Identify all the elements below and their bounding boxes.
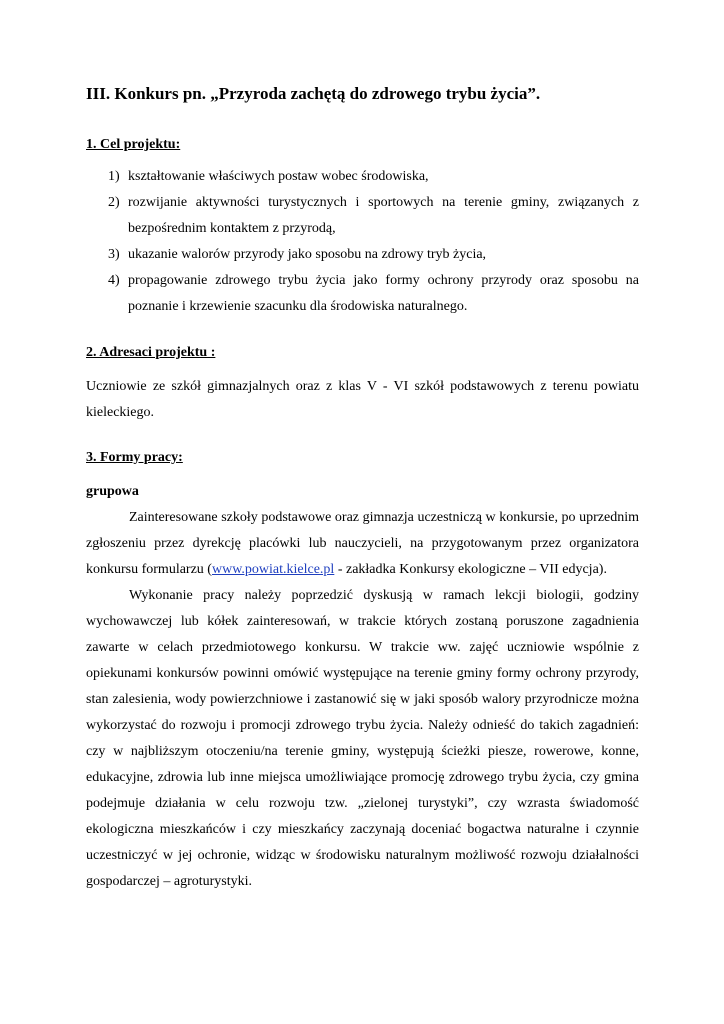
subheading-group: grupowa — [86, 484, 139, 499]
recipients-paragraph: Uczniowie ze szkół gimnazjalnych oraz z klas V - VI szkół podstawowych z terenu powiatu kieleckiego. — [86, 379, 639, 420]
section-heading-goals: 1. Cel projektu: — [86, 137, 181, 152]
powiat-website-link[interactable]: www.powiat.kielce.pl — [211, 562, 335, 577]
list-item — [86, 190, 639, 242]
work-forms-paragraph-2: Wykonanie pracy należy poprzedzić dyskusją w ramach lekcji biologii, godziny wychowawczej lub kółek zainteresowań, w trakcie których zostaną poruszone zagadnienia zawarte w celach przedmiotowego konkursu. W trakcie ww. zajęć uczniowie wspólnie z opiekunami konkursów powinni omówić występujące na terenie gminy formy ochrony przyrody, stan zalesienia, wody powierzchniowe i zastanowić się w jaki sposób walory przyrodnicze można wykorzystać do rozwoju i promocji zdrowego trybu życia. Należy odnieść do takich zagadnień: czy w najbliższym otoczeniu/na terenie gminy, występują ścieżki piesze, rowerowe, konne, edukacyjne, zdrowia lub inne miejsca umożliwiające promocję zdrowego trybu życia, czy gmina podejmuje działania w celu rozwoju tzw. „zielonej turystyki”, czy wzrasta świadomość ekologiczna mieszkańców i czy mieszkańcy zaczynają doceniać bogactwa naturalne i czynnie uczestniczyć w jej ochronie, widząc w środowisku naturalnym możliwość rozwoju działalności gospodarczej – agroturystyki. — [86, 588, 639, 889]
list-item — [86, 242, 639, 268]
work-forms-paragraph-1 — [86, 505, 639, 583]
list-item-number: 4) — [108, 273, 120, 288]
list-item-text: kształtowanie właściwych postaw wobec środowiska, — [128, 169, 429, 184]
list-item-text: rozwijanie aktywności turystycznych i sportowych na terenie gminy, związanych z bezpośrednim kontaktem z przyrodą, — [128, 195, 639, 236]
list-item-number: 3) — [108, 247, 120, 262]
document-title: III. Konkurs pn. „Przyroda zachętą do zdrowego trybu życia”. — [86, 84, 541, 103]
list-item-text: ukazanie walorów przyrody jako sposobu na zdrowy tryb życia, — [128, 247, 487, 262]
goals-list — [86, 164, 639, 320]
section-heading-work-forms: 3. Formy pracy: — [86, 450, 183, 465]
list-item-number: 2) — [108, 195, 120, 210]
paragraph-text: - zakładka Konkursy ekologiczne – VII edycja). — [334, 562, 607, 577]
list-item-number: 1) — [108, 169, 120, 184]
section-heading-recipients: 2. Adresaci projektu : — [86, 345, 216, 360]
list-item — [86, 268, 639, 320]
paragraph-text: Zainteresowane szkoły podstawowe oraz gimnazja uczestniczą w konkursie, po uprzednim zgłoszeniu przez dyrekcję placówki lub nauczycieli, na przygotowanym przez organizatora konkursu formularzu ( — [86, 510, 639, 577]
document-page — [86, 82, 639, 895]
list-item — [86, 164, 639, 190]
list-item-text: propagowanie zdrowego trybu życia jako formy ochrony przyrody oraz sposobu na poznanie i krzewienie szacunku dla środowiska naturalnego. — [128, 273, 639, 314]
